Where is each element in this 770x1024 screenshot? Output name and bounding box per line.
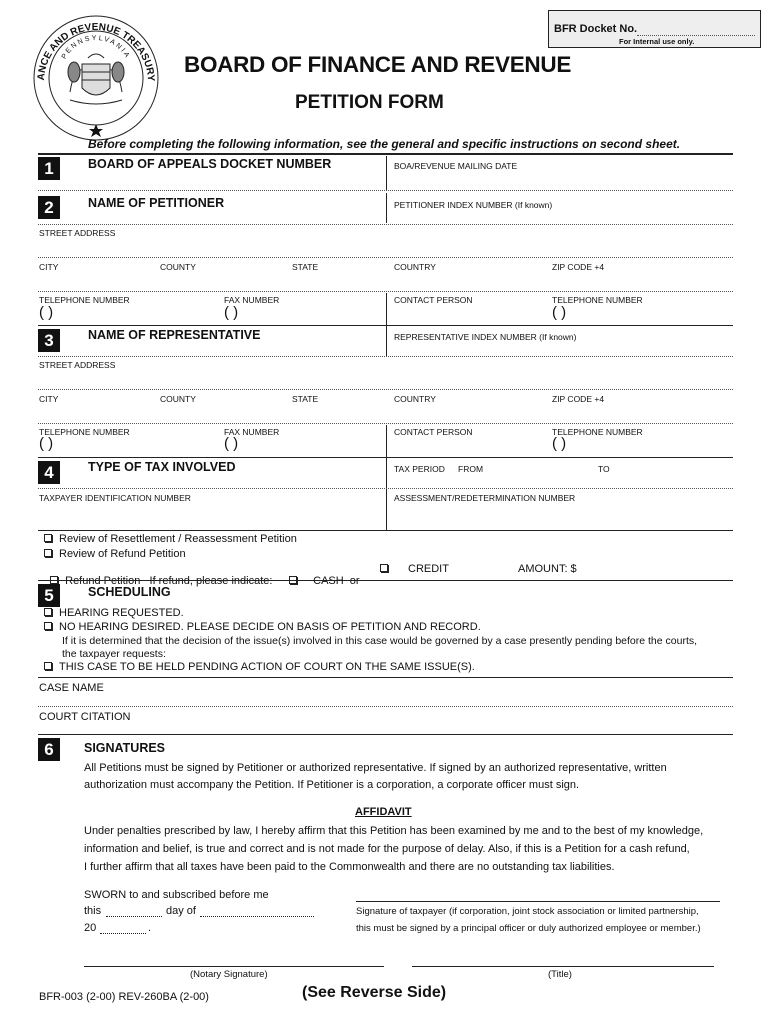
court-citation-label: COURT CITATION — [39, 711, 131, 723]
section-3-number: 3 — [38, 329, 60, 352]
notary-signature-field[interactable] — [84, 966, 384, 967]
p-telephone2-field[interactable]: ( ) — [552, 304, 567, 321]
p-telephone-label: TELEPHONE NUMBER — [39, 295, 130, 305]
option-review-resettlement[interactable] — [44, 533, 297, 545]
p-contact-label: CONTACT PERSON — [394, 295, 473, 305]
option-refund-petition[interactable] — [44, 563, 272, 587]
p-telephone2-label: TELEPHONE NUMBER — [552, 295, 643, 305]
notary-signature-label: (Notary Signature) — [190, 969, 268, 980]
day-of-label: day of — [166, 905, 196, 917]
section-4-title: TYPE OF TAX INVOLVED — [88, 460, 236, 474]
p-state-label: STATE — [292, 262, 319, 272]
tax-period-from-label: FROM — [458, 464, 484, 474]
r-country-label: COUNTRY — [394, 394, 436, 404]
option-credit[interactable] — [380, 563, 449, 575]
r-fax-label: FAX NUMBER — [224, 427, 280, 437]
instructions-text: Before completing the following information, see the general and specific instructions on second sheet. — [88, 137, 681, 151]
section-2-title: NAME OF PETITIONER — [88, 196, 225, 210]
r-telephone-field[interactable]: ( ) — [39, 435, 54, 452]
p-telephone-field[interactable]: ( ) — [39, 304, 54, 321]
page-title: BOARD OF FINANCE AND REVENUE — [184, 52, 572, 77]
taxpayer-signature-note-2: this must be signed by a principal officer or duly authorized employee or member.) — [356, 923, 701, 934]
r-telephone-label: TELEPHONE NUMBER — [39, 427, 130, 437]
r-contact-label: CONTACT PERSON — [394, 427, 473, 437]
form-id: BFR-003 (2-00) REV-260BA (2-00) — [39, 991, 209, 1003]
section-5-title: SCHEDULING — [88, 585, 171, 599]
option-no-hearing[interactable] — [44, 621, 481, 633]
sworn-text: SWORN to and subscribed before me — [84, 889, 269, 901]
docket-label: BFR Docket No. — [554, 23, 638, 35]
option-hold-pending[interactable] — [44, 661, 475, 673]
case-name-field[interactable] — [38, 706, 733, 707]
r-county-label: COUNTY — [160, 394, 196, 404]
year-prefix: 20 — [84, 922, 97, 934]
section-5-number: 5 — [38, 584, 60, 607]
option-no-hearing-label: NO HEARING DESIRED. PLEASE DECIDE ON BASIS OF PETITION AND RECORD. — [59, 621, 481, 633]
checkbox-icon[interactable] — [44, 608, 52, 616]
p-street-field[interactable] — [38, 257, 733, 258]
representative-name-field[interactable] — [38, 356, 733, 357]
state-seal — [30, 12, 162, 142]
docket-box — [548, 10, 761, 48]
r-telephone2-field[interactable]: ( ) — [552, 435, 567, 452]
option-credit-label: CREDIT — [408, 563, 449, 575]
seal-state-text: PENNSYLVANIA — [60, 34, 132, 61]
taxpayer-signature-field[interactable] — [356, 901, 720, 902]
signature-instructions-1: All Petitions must be signed by Petitioner or authorized representative. If signed by an authorized representative, written — [84, 762, 667, 774]
boa-mailing-date-label: BOA/REVENUE MAILING DATE — [394, 161, 518, 171]
option-refund-petition-label: Refund Petition If refund, please indicate: — [65, 575, 273, 587]
r-street-label: STREET ADDRESS — [39, 360, 116, 370]
checkbox-icon[interactable] — [380, 564, 388, 572]
representative-index-label: REPRESENTATIVE INDEX NUMBER (If known) — [394, 332, 577, 342]
p-fax-field[interactable]: ( ) — [224, 304, 239, 321]
tax-period-label: TAX PERIOD — [394, 464, 445, 474]
checkbox-icon[interactable] — [44, 534, 52, 542]
affidavit-line-2: information and belief, is true and correct and is not made for the purpose of delay. Also, if this is a Petition for a cash refund, — [84, 843, 690, 855]
p-fax-label: FAX NUMBER — [224, 295, 280, 305]
star-icon — [89, 124, 103, 137]
p-city-field[interactable] — [38, 291, 733, 292]
p-city-label: CITY — [39, 262, 59, 272]
this-label: this — [84, 905, 102, 917]
year-field[interactable] — [100, 933, 146, 934]
section-1-number: 1 — [38, 157, 60, 180]
affidavit-line-3: I further affirm that all taxes have been paid to the Commonwealth and there are no outstanding tax liabilities. — [84, 861, 615, 873]
taxpayer-id-label: TAXPAYER IDENTIFICATION NUMBER — [39, 493, 191, 503]
petitioner-index-label: PETITIONER INDEX NUMBER (If known) — [394, 200, 553, 210]
p-country-label: COUNTRY — [394, 262, 436, 272]
section-6-number: 6 — [38, 738, 60, 761]
title-field[interactable] — [412, 966, 714, 967]
p-county-label: COUNTY — [160, 262, 196, 272]
crest-icon — [68, 54, 124, 104]
seal-graphic — [30, 12, 162, 142]
pending-note-line2: the taxpayer requests: — [62, 648, 166, 660]
checkbox-icon[interactable] — [44, 622, 52, 630]
checkbox-icon[interactable] — [44, 549, 52, 557]
tax-period-to-label: TO — [598, 464, 610, 474]
docket-input-line[interactable] — [637, 35, 755, 36]
see-reverse-side: (See Reverse Side) — [302, 984, 447, 1001]
option-hold-pending-label: THIS CASE TO BE HELD PENDING ACTION OF COURT ON THE SAME ISSUE(S). — [59, 661, 475, 673]
r-telephone2-label: TELEPHONE NUMBER — [552, 427, 643, 437]
r-state-label: STATE — [292, 394, 319, 404]
p-zip-label: ZIP CODE +4 — [552, 262, 605, 272]
month-field[interactable] — [200, 916, 314, 917]
r-fax-field[interactable]: ( ) — [224, 435, 239, 452]
option-cash[interactable] — [283, 563, 360, 587]
docket-number-field[interactable] — [38, 190, 733, 191]
year-period: . — [148, 922, 152, 934]
day-field[interactable] — [106, 916, 162, 917]
signature-instructions-2: authorization must accompany the Petition. If Petitioner is a corporation, a corporate officer must sign. — [84, 779, 580, 791]
option-cash-label: CASH or — [313, 575, 360, 587]
option-hearing-requested-label: HEARING REQUESTED. — [59, 607, 184, 619]
taxpayer-signature-note-1: Signature of taxpayer (if corporation, joint stock association or limited partnership, — [356, 906, 699, 917]
p-street-label: STREET ADDRESS — [39, 228, 116, 238]
r-city-label: CITY — [39, 394, 59, 404]
assessment-number-label: ASSESSMENT/REDETERMINATION NUMBER — [394, 493, 576, 503]
docket-note: For Internal use only. — [619, 37, 695, 46]
section-4-number: 4 — [38, 461, 60, 484]
option-review-refund-label: Review of Refund Petition — [59, 548, 186, 560]
r-street-field[interactable] — [38, 389, 733, 390]
option-review-resettlement-label: Review of Resettlement / Reassessment Petition — [59, 533, 297, 545]
section-3-title: NAME OF REPRESENTATIVE — [88, 328, 261, 342]
pending-note-line1: If it is determined that the decision of the issue(s) involved in this case would be governed by a case presently pending before the courts, — [62, 635, 698, 647]
section-1-title: BOARD OF APPEALS DOCKET NUMBER — [88, 157, 332, 171]
page-subtitle: PETITION FORM — [295, 92, 444, 113]
r-city-field[interactable] — [38, 423, 733, 424]
section-2-number: 2 — [38, 196, 60, 219]
affidavit-line-1: Under penalties prescribed by law, I hereby affirm that this Petition has been examined by me and to the best of my knowledge, — [84, 825, 704, 837]
case-name-label: CASE NAME — [39, 682, 104, 694]
option-hearing-requested[interactable] — [44, 607, 184, 619]
amount-label: AMOUNT: $ — [518, 563, 577, 575]
title-label: (Title) — [548, 969, 572, 980]
r-zip-label: ZIP CODE +4 — [552, 394, 605, 404]
section-6-title: SIGNATURES — [84, 741, 166, 755]
option-review-refund[interactable] — [44, 548, 186, 560]
affidavit-heading: AFFIDAVIT — [355, 806, 412, 818]
checkbox-icon[interactable] — [44, 662, 52, 670]
seal-outer-text: ANCE AND REVENUE TREASURY — [35, 21, 157, 82]
petitioner-name-field[interactable] — [38, 224, 733, 225]
